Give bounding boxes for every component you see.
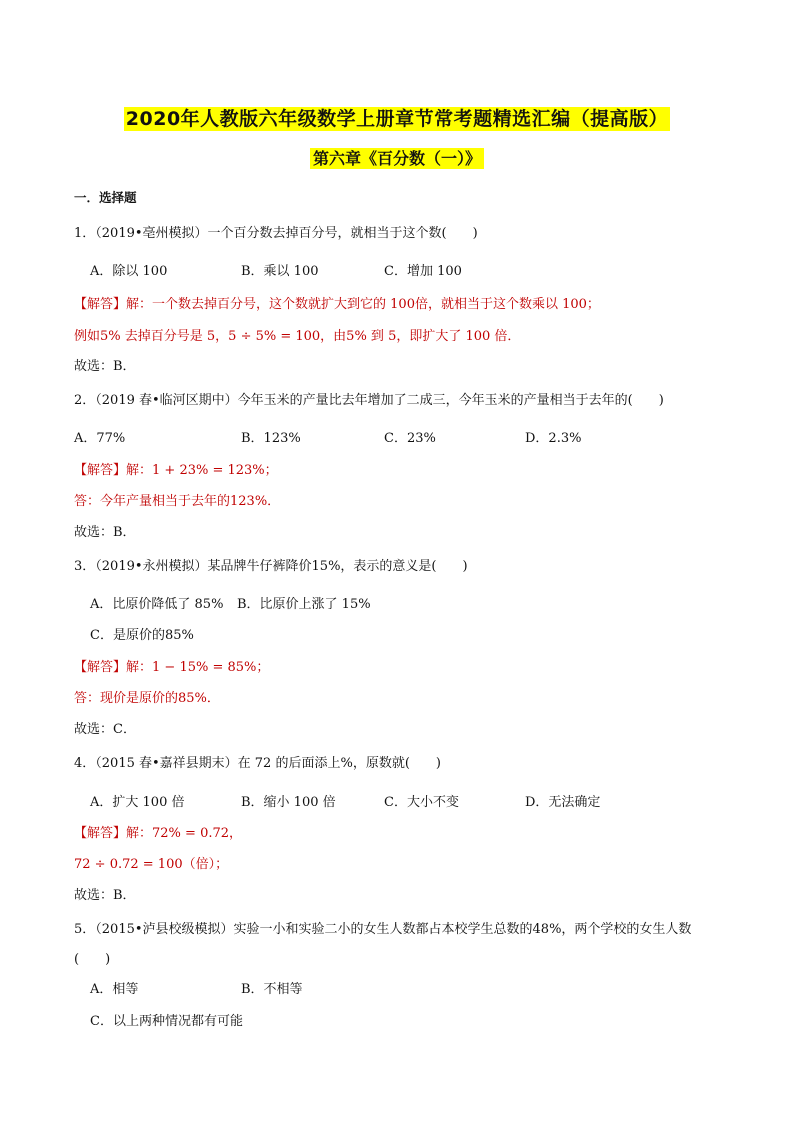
q3-solution-line2: 答：现价是原价的85%． [74, 691, 220, 706]
q2-stem: 2．（2019 春•临河区期中）今年玉米的产量比去年增加了二成三，今年玉米的产量相当于去年的( ) [74, 393, 664, 408]
q1-option-b[interactable]: B．乘以 100 [241, 264, 319, 279]
answer-tag: 【解答】 [74, 463, 127, 478]
q4-option-d[interactable]: D．无法确定 [525, 795, 601, 810]
q1-choice: 故选：B． [74, 359, 136, 374]
q5-option-c[interactable]: C．以上两种情况都有可能 [90, 1014, 243, 1029]
answer-tag: 【解答】 [74, 660, 127, 675]
document-title: 2020年人教版六年级数学上册章节常考题精选汇编（提高版） [125, 108, 669, 130]
q2-option-b[interactable]: B．123% [241, 431, 301, 446]
q5-stem-continuation: ( ) [74, 952, 111, 967]
q5-stem: 5．（2015•泸县校级模拟）实验一小和实验二小的女生人数都占本校学生总数的48%，两个学校的女生人数 [74, 922, 692, 937]
q3-stem: 3．（2019•永州模拟）某品牌牛仔裤降价15%，表示的意义是( ) [74, 559, 468, 574]
section-heading: 一．选择题 [74, 190, 137, 205]
q4-option-b[interactable]: B．缩小 100 倍 [241, 795, 336, 810]
q3-option-b[interactable]: B．比原价上涨了 15% [237, 597, 371, 612]
q3-choice: 故选：C． [74, 722, 136, 737]
q1-option-c[interactable]: C．增加 100 [384, 264, 462, 279]
q5-option-a[interactable]: A．相等 [90, 982, 139, 997]
q4-stem: 4．（2015 春•嘉祥县期末）在 72 的后面添上%，原数就( ) [74, 756, 441, 771]
q2-solution-line2: 答：今年产量相当于去年的123%． [74, 494, 281, 509]
q1-solution-line2: 例如5% 去掉百分号是 5，5 ÷ 5% = 100，由5% 到 5，即扩大了 100 倍． [74, 329, 521, 344]
answer-tag: 【解答】 [74, 826, 127, 841]
chapter-title: 第六章《百分数（一）》 [0, 146, 794, 169]
q1-solution-line1: 【解答】解：一个数去掉百分号，这个数就扩大到它的 100倍，就相当于这个数乘以 100； [74, 297, 600, 312]
q3-option-a[interactable]: A．比原价降低了 85% [90, 597, 224, 612]
q4-option-c[interactable]: C．大小不变 [384, 795, 459, 810]
q2-solution-line1: 【解答】解：1 + 23% = 123%； [74, 463, 278, 478]
q4-choice: 故选：B． [74, 888, 136, 903]
q3-option-c[interactable]: C．是原价的85% [90, 628, 194, 643]
q2-option-d[interactable]: D．2.3% [525, 431, 582, 446]
q4-solution-line2: 72 ÷ 0.72 = 100（倍）； [74, 857, 229, 872]
q2-option-c[interactable]: C．23% [384, 431, 436, 446]
q1-option-a[interactable]: A．除以 100 [90, 264, 168, 279]
q1-stem: 1．（2019•亳州模拟）一个百分数去掉百分号，就相当于这个数( ) [74, 226, 478, 241]
q2-option-a[interactable]: A．77% [74, 431, 126, 446]
q5-option-b[interactable]: B．不相等 [241, 982, 303, 997]
answer-tag: 【解答】 [74, 297, 127, 312]
q2-choice: 故选：B． [74, 525, 136, 540]
q4-solution-line1: 【解答】解：72% = 0.72， [74, 826, 243, 841]
q4-option-a[interactable]: A．扩大 100 倍 [90, 795, 185, 810]
q3-solution-line1: 【解答】解：1 − 15% = 85%； [74, 660, 270, 675]
